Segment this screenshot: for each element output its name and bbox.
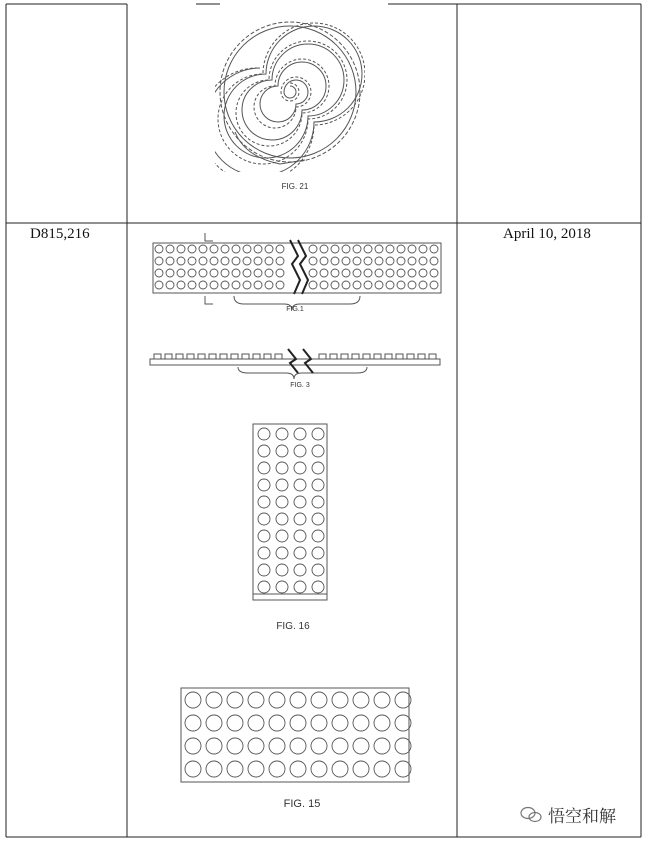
- fig1-stud: [364, 245, 372, 253]
- fig1-stud: [210, 245, 218, 253]
- fig1-stud: [309, 257, 317, 265]
- fig16-stud: [258, 445, 270, 457]
- fig1-stud: [309, 245, 317, 253]
- fig15-stud: [332, 715, 348, 731]
- fig1-stud: [419, 269, 427, 277]
- fig3-stud: [242, 354, 249, 359]
- fig15-stud: [206, 692, 222, 708]
- fig1-stud: [276, 245, 284, 253]
- fig1-stud: [265, 269, 273, 277]
- fig15-stud: [269, 761, 285, 777]
- fig16-stud: [276, 547, 288, 559]
- fig16-stud: [276, 428, 288, 440]
- fig15-stud: [290, 715, 306, 731]
- fig16-stud: [312, 462, 324, 474]
- fig16-stud: [294, 462, 306, 474]
- fig3-stud: [396, 354, 403, 359]
- fig1-stud: [320, 245, 328, 253]
- fig1-stud: [188, 269, 196, 277]
- fig16-stud: [294, 547, 306, 559]
- fig16-stud: [312, 479, 324, 491]
- fig3-stud: [418, 354, 425, 359]
- fig3-stud: [352, 354, 359, 359]
- fig1-stud: [254, 281, 262, 289]
- fig15-stud: [374, 761, 390, 777]
- fig1-stud: [177, 257, 185, 265]
- fig15-stud: [332, 761, 348, 777]
- fig15-stud: [185, 692, 201, 708]
- fig1-stud: [210, 257, 218, 265]
- fig16-stud: [276, 479, 288, 491]
- fig1-stud: [232, 245, 240, 253]
- fig1-stud: [221, 245, 229, 253]
- fig1-stud: [155, 281, 163, 289]
- fig15-stud: [374, 715, 390, 731]
- fig1-stud: [353, 281, 361, 289]
- fig15-stud: [248, 715, 264, 731]
- fig3-side-drawing: [148, 345, 443, 380]
- fig15-stud: [332, 738, 348, 754]
- fig16-stud: [276, 513, 288, 525]
- fig1-stud: [221, 269, 229, 277]
- fig3-stud: [275, 354, 282, 359]
- fig3-stud: [176, 354, 183, 359]
- fig15-stud: [227, 761, 243, 777]
- fig16-stud: [294, 564, 306, 576]
- fig15-stud: [248, 761, 264, 777]
- fig15-stud: [227, 715, 243, 731]
- fig16-plate-drawing: [250, 422, 330, 602]
- fig15-plate-drawing: [175, 686, 415, 784]
- fig1-stud: [166, 245, 174, 253]
- fig16-stud: [258, 496, 270, 508]
- fig1-stud: [342, 269, 350, 277]
- fig1-stud: [166, 281, 174, 289]
- fig1-stud: [408, 245, 416, 253]
- fig1-stud: [188, 257, 196, 265]
- fig16-stud: [258, 530, 270, 542]
- fig1-stud: [210, 269, 218, 277]
- fig1-stud: [243, 269, 251, 277]
- fig16-stud: [294, 496, 306, 508]
- fig15-stud: [311, 715, 327, 731]
- fig15-stud: [185, 761, 201, 777]
- fig1-stud: [331, 269, 339, 277]
- fig1-stud: [430, 269, 438, 277]
- fig1-stud: [375, 281, 383, 289]
- fig16-stud: [276, 581, 288, 593]
- fig3-stud: [231, 354, 238, 359]
- fig16-stud: [276, 530, 288, 542]
- fig1-stud: [386, 281, 394, 289]
- fig1-stud: [408, 281, 416, 289]
- fig3-stud: [330, 354, 337, 359]
- fig15-stud: [185, 715, 201, 731]
- fig1-stud: [408, 269, 416, 277]
- fig16-stud: [258, 462, 270, 474]
- fig1-stud: [232, 269, 240, 277]
- fig1-stud: [364, 269, 372, 277]
- fig1-stud: [254, 269, 262, 277]
- fig1-stud: [364, 281, 372, 289]
- fig1-stud: [265, 245, 273, 253]
- wechat-icon: [520, 806, 542, 824]
- fig1-stud: [265, 281, 273, 289]
- fig1-stud: [397, 281, 405, 289]
- fig1-stud: [419, 257, 427, 265]
- fig1-stud: [320, 281, 328, 289]
- fig1-stud: [375, 245, 383, 253]
- fig3-stud: [209, 354, 216, 359]
- fig15-stud: [206, 715, 222, 731]
- fig21-label: FIG. 21: [281, 182, 309, 191]
- fig1-label: FIG.1: [286, 306, 304, 313]
- fig1-stud: [199, 257, 207, 265]
- fig1-stud: [199, 281, 207, 289]
- fig16-stud: [258, 564, 270, 576]
- fig16-stud: [312, 547, 324, 559]
- fig16-stud: [312, 496, 324, 508]
- fig3-stud: [319, 354, 326, 359]
- fig15-stud: [311, 761, 327, 777]
- fig16-stud: [276, 564, 288, 576]
- fig15-stud: [353, 692, 369, 708]
- fig1-stud: [276, 281, 284, 289]
- patent-number: D815,216: [30, 226, 90, 242]
- fig1-stud: [177, 281, 185, 289]
- fig16-stud: [294, 479, 306, 491]
- fig15-stud: [290, 692, 306, 708]
- fig1-stud: [331, 245, 339, 253]
- fig1-stud: [199, 269, 207, 277]
- fig1-stud: [375, 269, 383, 277]
- fig1-stud: [419, 281, 427, 289]
- fig1-stud: [254, 257, 262, 265]
- fig1-stud: [309, 269, 317, 277]
- fig1-stud: [177, 269, 185, 277]
- fig16-stud: [312, 445, 324, 457]
- fig1-stud: [331, 257, 339, 265]
- fig15-stud: [290, 761, 306, 777]
- fig16-stud: [276, 462, 288, 474]
- fig16-stud: [258, 479, 270, 491]
- fig15-stud: [353, 761, 369, 777]
- fig1-stud: [386, 245, 394, 253]
- fig16-stud: [258, 547, 270, 559]
- fig3-stud: [198, 354, 205, 359]
- fig1-stud: [166, 257, 174, 265]
- fig15-stud: [311, 738, 327, 754]
- fig16-stud: [312, 513, 324, 525]
- fig16-stud: [276, 496, 288, 508]
- fig16-stud: [258, 513, 270, 525]
- fig15-stud: [248, 692, 264, 708]
- fig16-stud: [294, 513, 306, 525]
- fig1-stud: [353, 257, 361, 265]
- fig1-stud: [276, 257, 284, 265]
- fig1-stud: [188, 245, 196, 253]
- fig3-stud: [220, 354, 227, 359]
- fig15-stud: [353, 738, 369, 754]
- fig15-stud: [185, 738, 201, 754]
- fig1-stud: [353, 269, 361, 277]
- fig3-stud: [407, 354, 414, 359]
- fig1-stud: [177, 245, 185, 253]
- fig1-stud: [254, 245, 262, 253]
- fig15-stud: [269, 692, 285, 708]
- fig15-stud: [206, 761, 222, 777]
- fig1-stud: [397, 269, 405, 277]
- fig1-stud: [155, 269, 163, 277]
- fig3-stud: [187, 354, 194, 359]
- fig3-stud: [429, 354, 436, 359]
- fig15-stud: [227, 738, 243, 754]
- fig1-stud: [430, 257, 438, 265]
- fig1-stud: [353, 245, 361, 253]
- fig15-stud: [269, 715, 285, 731]
- fig15-stud: [374, 692, 390, 708]
- fig1-stud: [342, 245, 350, 253]
- fig15-stud: [269, 738, 285, 754]
- fig16-stud: [258, 428, 270, 440]
- fig1-stud: [232, 281, 240, 289]
- fig1-stud: [166, 269, 174, 277]
- fig3-stud: [154, 354, 161, 359]
- fig1-stud: [199, 245, 207, 253]
- fig1-stud: [210, 281, 218, 289]
- fig1-stud: [265, 257, 273, 265]
- fig15-stud: [353, 715, 369, 731]
- fig1-stud: [320, 257, 328, 265]
- fig1-stud: [309, 281, 317, 289]
- watermark-text: 悟空和解: [548, 807, 616, 827]
- fig16-stud: [312, 581, 324, 593]
- fig1-stud: [221, 257, 229, 265]
- fig16-stud: [258, 581, 270, 593]
- fig16-stud: [276, 445, 288, 457]
- fig15-label: FIG. 15: [283, 798, 321, 810]
- fig1-stud: [397, 257, 405, 265]
- fig16-stud: [294, 445, 306, 457]
- fig1-stud: [430, 245, 438, 253]
- fig15-stud: [248, 738, 264, 754]
- fig16-stud: [312, 530, 324, 542]
- fig16-stud: [294, 581, 306, 593]
- fig21-spiral-drawing: [215, 12, 365, 172]
- fig3-stud: [253, 354, 260, 359]
- fig3-label: FIG. 3: [290, 382, 310, 389]
- fig1-stud: [331, 281, 339, 289]
- fig3-stud: [385, 354, 392, 359]
- fig16-stud: [312, 428, 324, 440]
- fig15-stud: [332, 692, 348, 708]
- fig1-stud: [155, 245, 163, 253]
- fig1-stud: [155, 257, 163, 265]
- fig1-stud: [243, 257, 251, 265]
- fig3-stud: [264, 354, 271, 359]
- fig16-stud: [294, 530, 306, 542]
- fig3-stud: [341, 354, 348, 359]
- fig16-stud: [294, 428, 306, 440]
- fig3-stud: [165, 354, 172, 359]
- fig16-label: FIG. 16: [276, 621, 310, 632]
- fig1-stud: [375, 257, 383, 265]
- fig1-stud: [430, 281, 438, 289]
- fig1-stud: [232, 257, 240, 265]
- fig15-stud: [227, 692, 243, 708]
- fig16-stud: [312, 564, 324, 576]
- fig1-stud: [386, 269, 394, 277]
- fig1-plate-drawing: [150, 228, 445, 313]
- fig1-stud: [397, 245, 405, 253]
- fig1-stud: [243, 281, 251, 289]
- fig3-stud: [363, 354, 370, 359]
- fig1-stud: [276, 269, 284, 277]
- fig3-stud: [374, 354, 381, 359]
- fig1-stud: [188, 281, 196, 289]
- fig1-stud: [419, 245, 427, 253]
- fig15-stud: [374, 738, 390, 754]
- fig1-stud: [320, 269, 328, 277]
- fig15-stud: [311, 692, 327, 708]
- fig1-stud: [243, 245, 251, 253]
- fig1-stud: [364, 257, 372, 265]
- fig15-stud: [290, 738, 306, 754]
- patent-date: April 10, 2018: [503, 226, 591, 242]
- fig1-stud: [221, 281, 229, 289]
- fig1-stud: [386, 257, 394, 265]
- fig1-stud: [342, 257, 350, 265]
- fig1-stud: [342, 281, 350, 289]
- fig15-stud: [206, 738, 222, 754]
- fig1-stud: [408, 257, 416, 265]
- watermark: [520, 802, 616, 827]
